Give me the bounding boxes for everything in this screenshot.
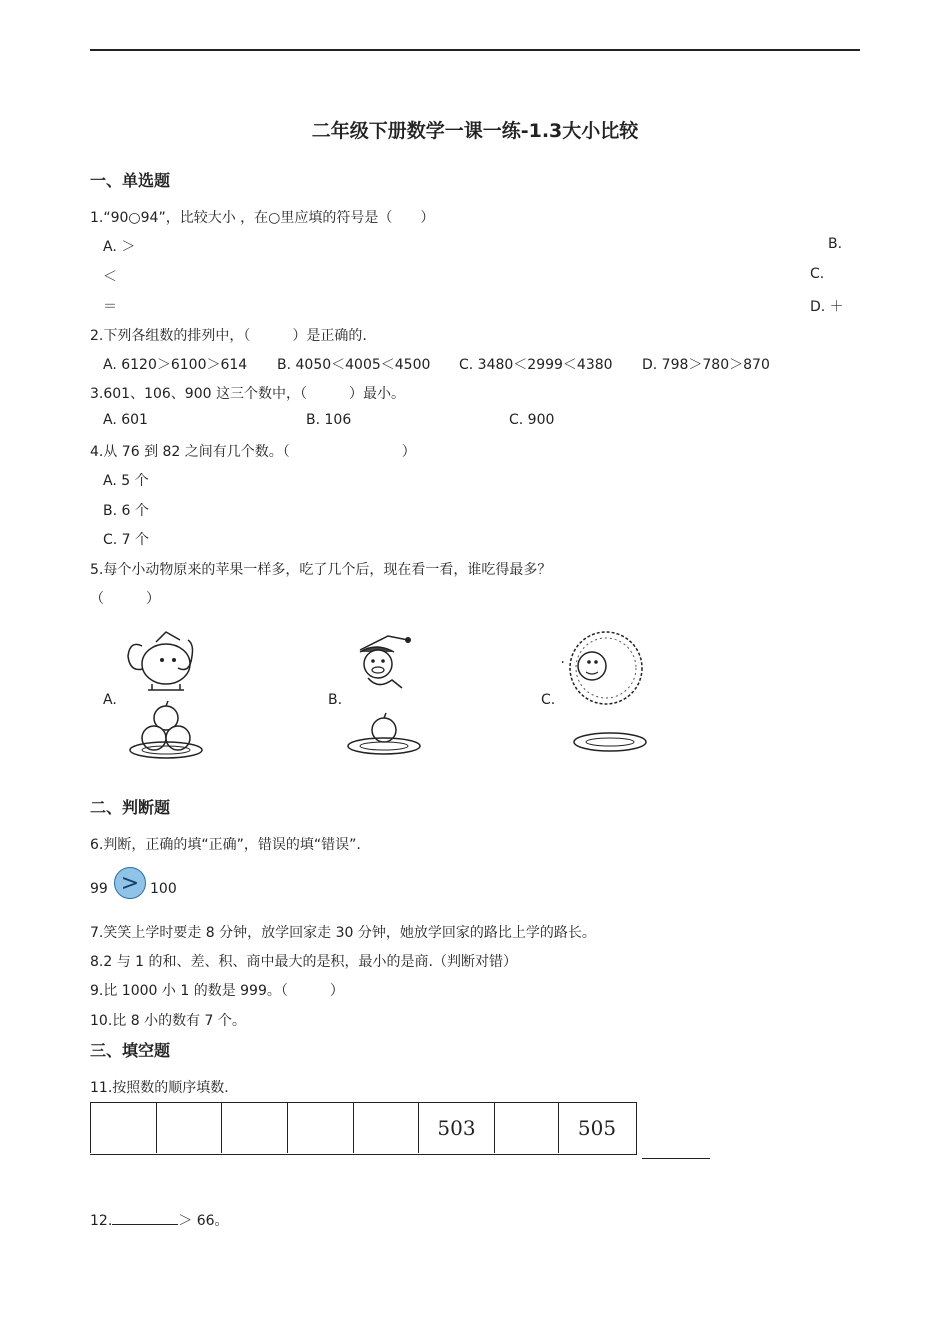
question-2-stem: 2.下列各组数的排列中，（ ）是正确的. <box>90 328 367 344</box>
question-4-option-a[interactable]: A. 5 个 <box>103 473 149 489</box>
question-6-left-number: 99 <box>90 881 108 897</box>
question-5-option-b[interactable]: B. <box>328 692 343 708</box>
question-1-option-c-label[interactable]: C. <box>810 266 825 282</box>
number-sequence-table <box>90 1102 637 1155</box>
question-2-option-a[interactable]: A. 6120＞6100＞614 <box>103 357 248 373</box>
section-heading-single-choice: 一、单选题 <box>90 171 171 190</box>
lion-icon <box>562 626 646 710</box>
question-3-option-a[interactable]: A. 601 <box>103 412 148 428</box>
comparison-symbol: > <box>120 870 140 896</box>
question-12-prefix: 12. <box>90 1213 113 1229</box>
question-10-stem: 10.比 8 小的数有 7 个。 <box>90 1013 246 1029</box>
question-3-stem: 3.601、106、900 这三个数中，（ ）最小。 <box>90 386 405 402</box>
question-1-stem: 1.“90○94”，比较大小 ，在○里应填的符号是（ ） <box>90 210 435 226</box>
question-8-stem: 8.2 与 1 的和、差、积、商中最大的是积，最小的是商.（判断对错） <box>90 954 517 970</box>
section-heading-true-false: 二、判断题 <box>90 798 171 817</box>
plate-one-apple-icon <box>346 712 424 758</box>
question-1-option-b-symbol: ＜ <box>103 269 117 285</box>
question-6-right-number: 100 <box>150 881 177 897</box>
question-2-option-b[interactable]: B. 4050＜4005＜4500 <box>277 357 431 373</box>
monkey-icon <box>342 630 414 692</box>
question-12-answer-blank[interactable] <box>112 1210 178 1225</box>
question-1-option-d[interactable]: D. ＋ <box>810 299 844 315</box>
sequence-cell: 503 <box>418 1103 494 1153</box>
question-2-option-d[interactable]: D. 798＞780＞870 <box>642 357 770 373</box>
question-7-stem: 7.笑笑上学时要走 8 分钟，放学回家走 30 分钟，她放学回家的路比上学的路长。 <box>90 925 596 941</box>
sequence-cell[interactable] <box>287 1103 353 1153</box>
question-1-option-c-symbol: ＝ <box>103 299 117 315</box>
question-3-option-c[interactable]: C. 900 <box>509 412 555 428</box>
question-3-option-b[interactable]: B. 106 <box>306 412 352 428</box>
question-11-stem: 11.按照数的顺序填数. <box>90 1080 229 1096</box>
question-1-option-a[interactable]: A. ＞ <box>103 239 136 255</box>
question-5-paren: （ ） <box>90 591 160 607</box>
question-6-stem: 6.判断，正确的填“正确”，错误的填“错误”. <box>90 837 361 853</box>
question-5-option-a[interactable]: A. <box>103 692 117 708</box>
sequence-cell[interactable] <box>221 1103 287 1153</box>
question-2-option-c[interactable]: C. 3480＜2999＜4380 <box>459 357 613 373</box>
question-12-stem <box>90 1210 229 1230</box>
sequence-cell[interactable] <box>90 1103 156 1153</box>
question-5-option-c[interactable]: C. <box>541 692 556 708</box>
plate-three-apples-icon <box>128 700 204 762</box>
sequence-cell: 505 <box>558 1103 635 1153</box>
sequence-cell[interactable] <box>156 1103 221 1153</box>
question-4-option-c[interactable]: C. 7 个 <box>103 532 150 548</box>
question-4-option-b[interactable]: B. 6 个 <box>103 503 149 519</box>
sequence-cell[interactable] <box>494 1103 558 1153</box>
question-4-stem: 4.从 76 到 82 之间有几个数。（ ） <box>90 444 416 460</box>
question-12-suffix: ＞ 66。 <box>178 1213 229 1229</box>
question-1-option-b-label[interactable]: B. <box>828 236 843 252</box>
comparison-circle <box>114 867 146 899</box>
empty-plate-icon <box>572 728 650 758</box>
section-heading-fill-blank: 三、填空题 <box>90 1041 171 1060</box>
elephant-icon <box>122 626 212 692</box>
header-rule <box>90 49 860 51</box>
question-9-stem: 9.比 1000 小 1 的数是 999。（ ） <box>90 983 344 999</box>
question-11-answer-blank[interactable] <box>642 1158 710 1159</box>
question-5-stem: 5.每个小动物原来的苹果一样多，吃了几个后，现在看一看，谁吃得最多？ <box>90 562 552 578</box>
page-title: 二年级下册数学一课一练-1.3大小比较 <box>311 120 639 142</box>
sequence-cell[interactable] <box>353 1103 418 1153</box>
